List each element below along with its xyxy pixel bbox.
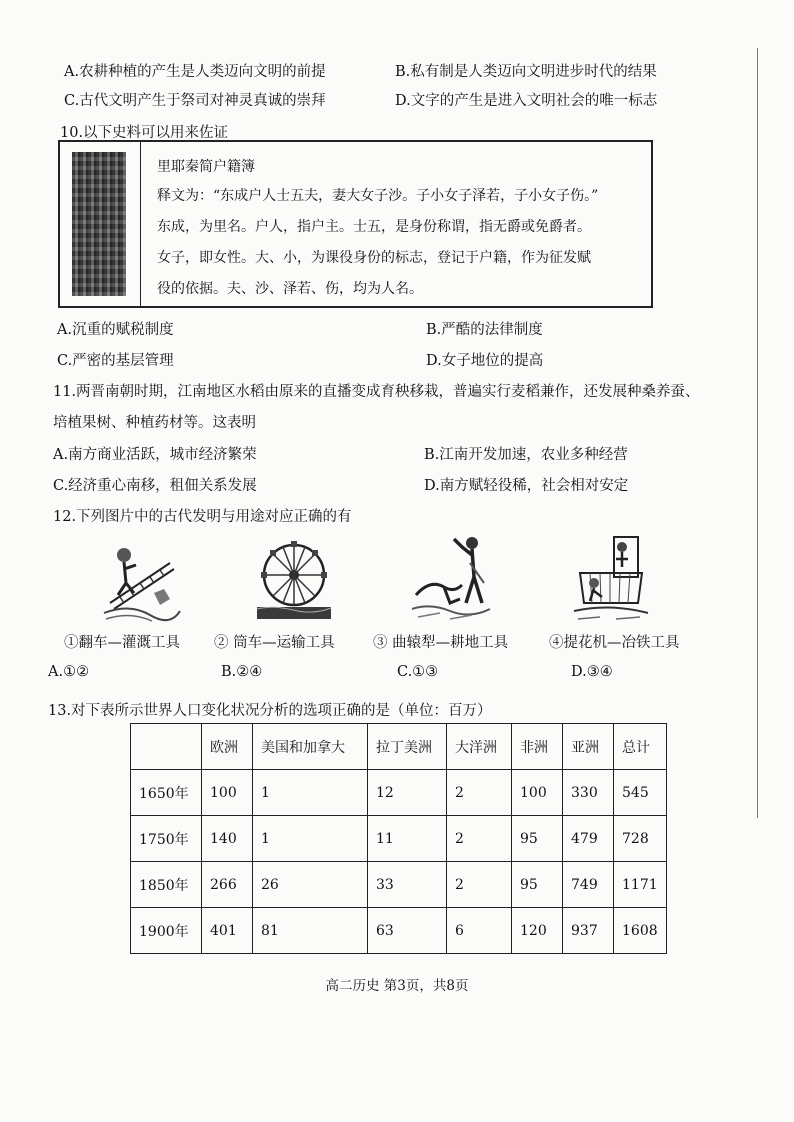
q11-option-c[interactable]: C.经济重心南移，租佃关系发展 bbox=[53, 478, 257, 494]
source-line: 释文为：“东成户人士五夫，妻大女子沙。子小女子泽若，子小女子伤。” bbox=[157, 188, 599, 204]
q12-stem: 12.下列图片中的古代发明与用途对应正确的有 bbox=[53, 509, 352, 525]
table-cell: 728 bbox=[614, 816, 667, 862]
q10-source-text bbox=[140, 142, 651, 306]
table-cell: 1608 bbox=[614, 908, 667, 954]
q9-option-a[interactable]: A.农耕种植的产生是人类迈向文明的前提 bbox=[64, 64, 326, 80]
table-header-row bbox=[131, 724, 667, 770]
table-cell: 63 bbox=[368, 908, 447, 954]
table-row bbox=[131, 862, 667, 908]
q12-caption-4: ④提花机—冶铁工具 bbox=[549, 635, 680, 651]
square-pallet-chain-pump-image bbox=[100, 533, 182, 623]
table-header-cell: 拉丁美洲 bbox=[368, 724, 447, 770]
q10-option-d[interactable]: D.女子地位的提高 bbox=[426, 353, 544, 369]
q12-option-d[interactable]: D.③④ bbox=[571, 664, 613, 680]
table-cell: 1 bbox=[253, 770, 368, 816]
table-cell: 120 bbox=[512, 908, 563, 954]
noria-water-wheel-image bbox=[253, 533, 335, 623]
table-cell: 140 bbox=[202, 816, 253, 862]
table-cell: 401 bbox=[202, 908, 253, 954]
table-cell: 1850年 bbox=[131, 862, 202, 908]
source-title: 里耶秦简户籍簿 bbox=[157, 159, 255, 175]
table-cell: 2 bbox=[447, 862, 512, 908]
table-header-cell bbox=[131, 724, 202, 770]
draw-loom-image bbox=[570, 533, 652, 623]
table-cell: 95 bbox=[512, 862, 563, 908]
table-row bbox=[131, 908, 667, 954]
table-header-cell: 欧洲 bbox=[202, 724, 253, 770]
q10-option-a[interactable]: A.沉重的赋税制度 bbox=[57, 322, 174, 338]
table-cell: 11 bbox=[368, 816, 447, 862]
table-header-cell: 非洲 bbox=[512, 724, 563, 770]
table-row bbox=[131, 770, 667, 816]
q11-option-b[interactable]: B.江南开发加速，农业多种经营 bbox=[424, 447, 628, 463]
table-cell: 749 bbox=[563, 862, 614, 908]
q9-option-d[interactable]: D.文字的产生是进入文明社会的唯一标志 bbox=[395, 93, 658, 109]
table-cell: 95 bbox=[512, 816, 563, 862]
q10-option-b[interactable]: B.严酷的法律制度 bbox=[426, 322, 543, 338]
table-cell: 1900年 bbox=[131, 908, 202, 954]
population-table bbox=[130, 723, 667, 954]
table-cell: 6 bbox=[447, 908, 512, 954]
table-cell: 330 bbox=[563, 770, 614, 816]
table-row bbox=[131, 816, 667, 862]
source-line: 女子，即女性。大、小，为课役身份的标志，登记于户籍，作为征发赋 bbox=[157, 250, 591, 266]
source-line: 役的依据。夫、沙、泽若、伤，均为人名。 bbox=[157, 281, 423, 297]
table-cell: 33 bbox=[368, 862, 447, 908]
table-cell: 1750年 bbox=[131, 816, 202, 862]
q12-option-c[interactable]: C.①③ bbox=[397, 664, 439, 680]
table-cell: 100 bbox=[202, 770, 253, 816]
q9-option-b[interactable]: B.私有制是人类迈向文明进步时代的结果 bbox=[395, 64, 657, 80]
table-cell: 1171 bbox=[614, 862, 667, 908]
bamboo-slip-image bbox=[72, 152, 126, 296]
table-cell: 545 bbox=[614, 770, 667, 816]
source-line: 东成，为里名。户人，指户主。士五，是身份称谓，指无爵或免爵者。 bbox=[157, 219, 591, 235]
table-cell: 2 bbox=[447, 816, 512, 862]
q11-option-d[interactable]: D.南方赋轻役稀，社会相对安定 bbox=[424, 478, 629, 494]
q11-option-a[interactable]: A.南方商业活跃，城市经济繁荣 bbox=[53, 447, 257, 463]
table-cell: 937 bbox=[563, 908, 614, 954]
q11-stem-line2: 培植果树、种植药材等。这表明 bbox=[53, 415, 256, 431]
table-cell: 81 bbox=[253, 908, 368, 954]
q13-stem: 13.对下表所示世界人口变化状况分析的选项正确的是（单位：百万） bbox=[48, 703, 492, 719]
q9-option-c[interactable]: C.古代文明产生于祭司对神灵真诚的崇拜 bbox=[64, 93, 326, 109]
table-cell: 479 bbox=[563, 816, 614, 862]
table-cell: 26 bbox=[253, 862, 368, 908]
q10-option-c[interactable]: C.严密的基层管理 bbox=[57, 353, 174, 369]
q10-source-box bbox=[58, 140, 653, 308]
table-cell: 1 bbox=[253, 816, 368, 862]
table-cell: 100 bbox=[512, 770, 563, 816]
page-footer: 高二历史 第3页，共8页 bbox=[325, 978, 469, 994]
table-cell: 2 bbox=[447, 770, 512, 816]
table-cell: 12 bbox=[368, 770, 447, 816]
q12-caption-1: ①翻车—灌溉工具 bbox=[64, 635, 180, 651]
table-header-cell: 美国和加拿大 bbox=[253, 724, 368, 770]
q12-caption-3: ③ 曲辕犁—耕地工具 bbox=[373, 635, 509, 651]
table-header-cell: 亚洲 bbox=[563, 724, 614, 770]
q10-stem: 10.以下史料可以用来佐证 bbox=[60, 125, 229, 141]
table-header-cell: 总计 bbox=[614, 724, 667, 770]
q11-stem-line1: 11.两晋南朝时期，江南地区水稻由原来的直播变成育秧移栽，普遍实行麦稻兼作，还发展种桑养蚕、 bbox=[53, 384, 700, 400]
table-header-cell: 大洋洲 bbox=[447, 724, 512, 770]
page-margin-rule bbox=[757, 48, 758, 818]
table-cell: 266 bbox=[202, 862, 253, 908]
curved-shaft-plow-image bbox=[410, 533, 492, 623]
table-cell: 1650年 bbox=[131, 770, 202, 816]
q12-option-a[interactable]: A.①② bbox=[48, 664, 90, 680]
q12-caption-2: ② 筒车—运输工具 bbox=[214, 635, 335, 651]
q12-option-b[interactable]: B.②④ bbox=[221, 664, 263, 680]
